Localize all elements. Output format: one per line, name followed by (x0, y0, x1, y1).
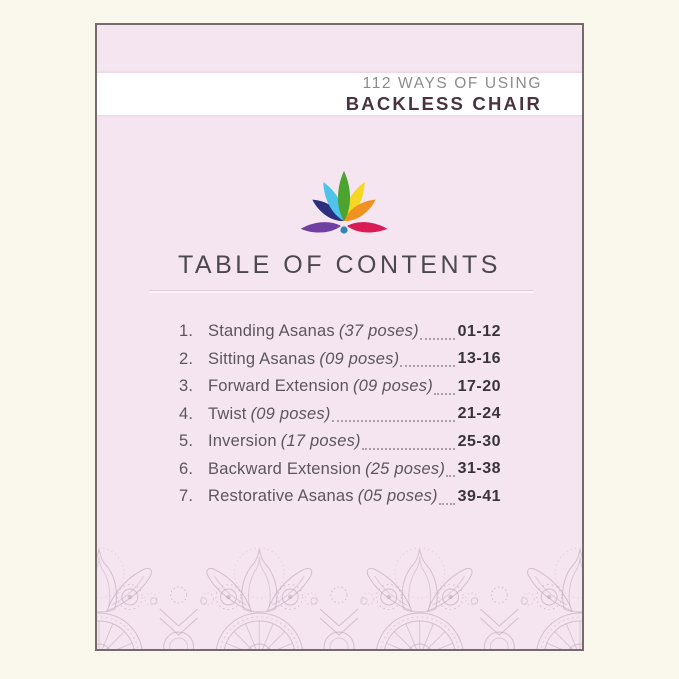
toc-entry-label (208, 487, 438, 506)
toc-entry-label (208, 377, 433, 396)
toc-entry-label (208, 350, 399, 369)
toc-entry (179, 483, 501, 511)
dot-leader (434, 393, 455, 395)
dot-leader (439, 503, 455, 505)
toc-entry-title: Backward Extension (208, 459, 362, 478)
toc-entry (179, 373, 501, 401)
toc-entry-poses: (09 poses) (352, 377, 433, 396)
toc-entry-poses: (09 poses) (250, 404, 331, 423)
toc-entry (179, 346, 501, 374)
dot-leader (446, 475, 455, 477)
toc-entry-label (208, 460, 445, 479)
toc-entry-title: Standing Asanas (208, 322, 335, 341)
dot-leader (362, 448, 455, 450)
toc-entry-pages: 21-24 (457, 405, 501, 423)
toc-entry-title: Inversion (208, 432, 277, 451)
toc-entry-label (208, 322, 419, 341)
toc-entry (179, 401, 501, 429)
toc-entry-poses: (17 poses) (280, 432, 361, 451)
toc-entry-poses: (05 poses) (357, 487, 438, 506)
lotus-logo-icon (292, 169, 396, 235)
toc-entry-poses: (37 poses) (338, 322, 419, 341)
book-title: BACKLESS CHAIR (345, 93, 542, 114)
book-series-title: 112 WAYS OF USING (362, 75, 542, 92)
toc-entry-number: 2. (179, 349, 194, 368)
toc-entry-number: 7. (179, 487, 194, 506)
toc-entry-label (208, 432, 361, 451)
toc-entry-number: 5. (179, 432, 194, 451)
header-band (97, 73, 582, 115)
toc-entry-poses: (25 poses) (365, 459, 446, 478)
dot-leader (400, 365, 454, 367)
toc-entry-pages: 31-38 (457, 460, 501, 478)
toc-entry-number: 1. (179, 322, 194, 341)
title-divider (149, 291, 533, 293)
toc-entry-poses: (09 poses) (319, 349, 400, 368)
toc-entry-number: 4. (179, 404, 194, 423)
toc-entry (179, 428, 501, 456)
toc-entry-number: 3. (179, 377, 194, 396)
page-title: TABLE OF CONTENTS (178, 251, 501, 279)
toc-entry (179, 456, 501, 484)
toc-entry-pages: 25-30 (457, 432, 501, 450)
toc-entry-title: Restorative Asanas (208, 487, 354, 506)
lotus-petal-crimson (346, 221, 387, 234)
toc-entry-pages: 13-16 (457, 350, 501, 368)
toc-entry-pages: 01-12 (457, 322, 501, 340)
lotus-petal-purple (300, 221, 341, 234)
toc-entry-number: 6. (179, 459, 194, 478)
dot-leader (332, 420, 455, 422)
toc-entry-title: Sitting Asanas (208, 349, 316, 368)
lotus-center-dot (340, 226, 347, 233)
toc-entry-pages: 39-41 (457, 487, 501, 505)
dot-leader (420, 338, 455, 340)
toc-entry-title: Twist (208, 404, 247, 423)
book-toc-page (95, 23, 584, 651)
toc-entry-label (208, 405, 331, 424)
mandala-border-decoration (97, 539, 582, 651)
toc-entry (179, 318, 501, 346)
toc-entry-title: Forward Extension (208, 377, 349, 396)
toc-list (179, 318, 501, 511)
toc-entry-pages: 17-20 (457, 377, 501, 395)
